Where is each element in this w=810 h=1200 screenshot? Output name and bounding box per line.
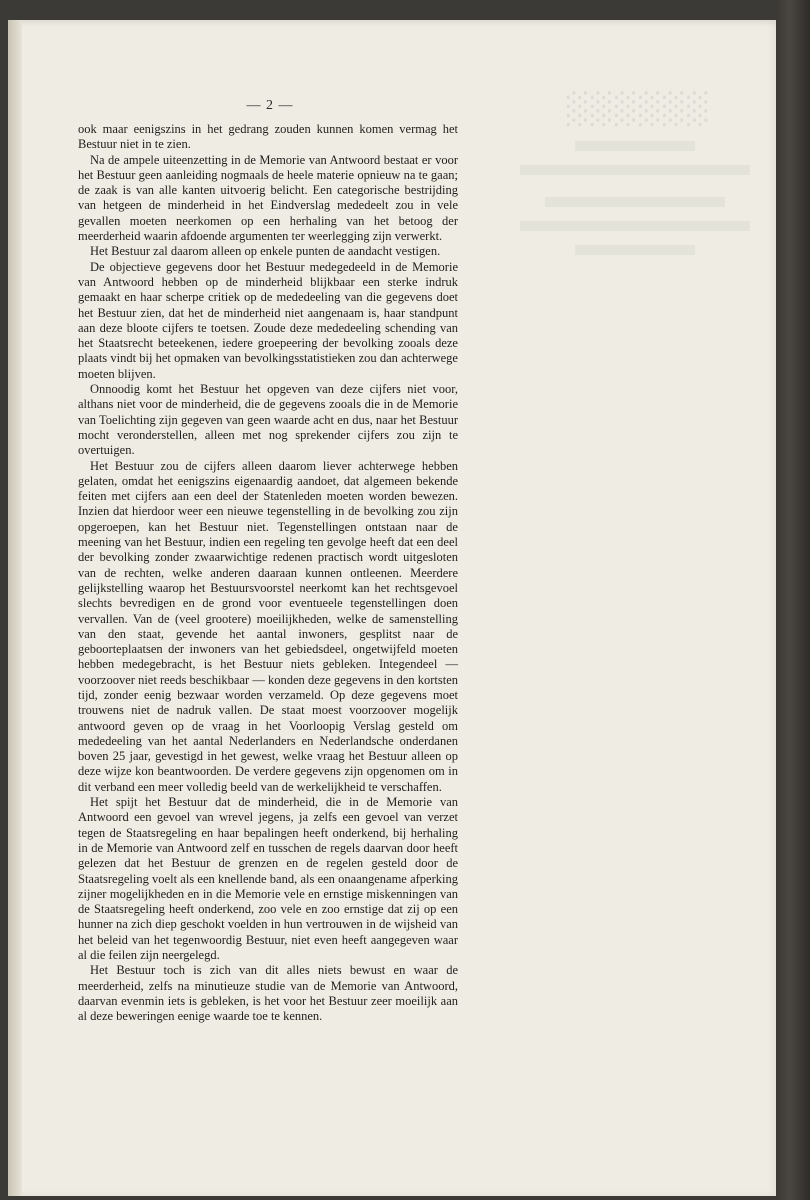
page-binding-edge: [8, 20, 22, 1196]
paragraph: Onnoodig komt het Bestuur het opgeven van deze cijfers niet voor, althans niet voor de minderheid, die de gegevens zooals die in de Memorie van Toelichting zijn gegeven van geen waarde acht en dus, naar het Bestuur mocht veronderstellen, alleen met nog sprekender cijfers zou zijn te overtuigen.: [78, 382, 458, 458]
body-text: [78, 122, 458, 1025]
paragraph: Het spijt het Bestuur dat de minderheid, die in de Memorie van Antwoord een gevoel van wrevel jegens, ja zelfs een gevoel van verzet tegen de Staatsregeling en haar bepalingen heeft onderkend, bij herhaling in de Memorie van Antwoord zelf en tusschen de regels daarvan door heeft gelezen dat het Bestuur de grenzen en de regelen gesteld door de Staatsregeling voelt als een knellende band, als een onaangename afperking zijner mogelijkheden en in die Memorie vele en ernstige miskenningen van de Staatsregeling heeft onderkend, zoo vele en zoo ernstige dat zij op een hunner na zich diep geschokt voelden in hun vertrouwen in de wijsheid van het beleid van het tegenwoordig Bestuur, niet even heeft aangegeven waar al die feilen zijn neergelegd.: [78, 795, 458, 963]
paragraph: Na de ampele uiteenzetting in de Memorie van Antwoord bestaat er voor het Bestuur geen aanleiding nogmaals de heele materie opnieuw na te gaan; de zaak is van alle kanten uitvoerig belicht. Een categorische bestrijding van hetgeen de minderheid in het Eindverslag mededeelt zou in vele gevallen moeten neerkomen op een herhaling van het betoog der meerderheid waarin afdoende argumenten ter weerlegging zijn verwerkt.: [78, 152, 458, 244]
page-number: — 2 —: [246, 98, 294, 113]
show-through-artifact: ░░░░░░: [490, 92, 780, 255]
paragraph: Het Bestuur zou de cijfers alleen daarom liever achterwege hebben gelaten, omdat het eenigszins eigenaardig aandoet, dat algemeen bekende feiten met cijfers aan een deel der Statenleden moeten worden bewezen. Inzien dat hierdoor weer een nieuwe tegenstelling in de bevolking zou zijn opgeroepen, kan het Bestuur niet. Tegenstellingen ontstaan naar de meening van het Bestuur, indien een regeling ten gevolge heeft dat een deel der bevolking zonder zwaarwichtige redenen practisch wordt uitgesloten van de rechten, welke anderen daaraan kunnen ontleenen. Meerdere gelijkstelling waarop het Bestuursvoorstel neerkomt kan het rechtsgevoel slechts bevredigen en de grond voor eventueele tegenstellingen doen vervallen. Van de (veel grootere) moeilijkheden, welke de samenstelling van den staat, gevende het aantal inwoners, gesplitst naar de geboorteplaatsen der inwoners van het gebiedsdeel, ongetwijfeld moeten hebben medegebracht, is het Bestuur niets gebleken. Integendeel — voorzoover niet reeds beschikbaar — konden deze gegevens in den kortsten tijd, zonder eenig bezwaar worden verzameld. Op deze gegevens moet trouwens niet de nadruk vallen. De staat moest voorzoover mogelijk antwoord geven op de vraag in het Voorloopig Verslag gesteld om mededeeling van het aantal Nederlanders en Nederlandsche onderdanen boven 25 jaar, gevestigd in het gewest, welke vraag het Bestuur alleen op deze wijze kon beantwoorden. De verdere gegevens zijn opgenomen om in dit verband een meer volledig beeld van de werkelijkheid te verschaffen.: [78, 458, 458, 794]
paragraph: ook maar eenigszins in het gedrang zouden kunnen komen vermag het Bestuur niet in te zien.: [78, 122, 458, 152]
scanner-background: [776, 0, 810, 1200]
paragraph: De objectieve gegevens door het Bestuur medegedeeld in de Memorie van Antwoord hebben op de minderheid blijkbaar een sterke indruk gemaakt en haar scherpe critiek op de mededeeling van die gegevens doet het Bestuur zien, dat het de minderheid niet aangenaam is, haar standpunt aan deze bloote cijfers te toetsen. Zoude deze mededeeling schending van het Staatsrecht beteekenen, iedere groepeering der bevolking zooals deze plaats vindt bij het opmaken van bevolkingsstatistieken zou dan achterwege moeten blijven.: [78, 259, 458, 381]
paragraph: Het Bestuur zal daarom alleen op enkele punten de aandacht vestigen.: [90, 244, 441, 259]
paragraph: Het Bestuur toch is zich van dit alles niets bewust en waar de meerderheid, zelfs na minutieuze studie van de Memorie van Antwoord, daarvan evenmin iets is gebleken, is het voor het Bestuur zeer moeilijk aan al deze beweringen eenige waarde toe te kennen.: [78, 963, 458, 1024]
